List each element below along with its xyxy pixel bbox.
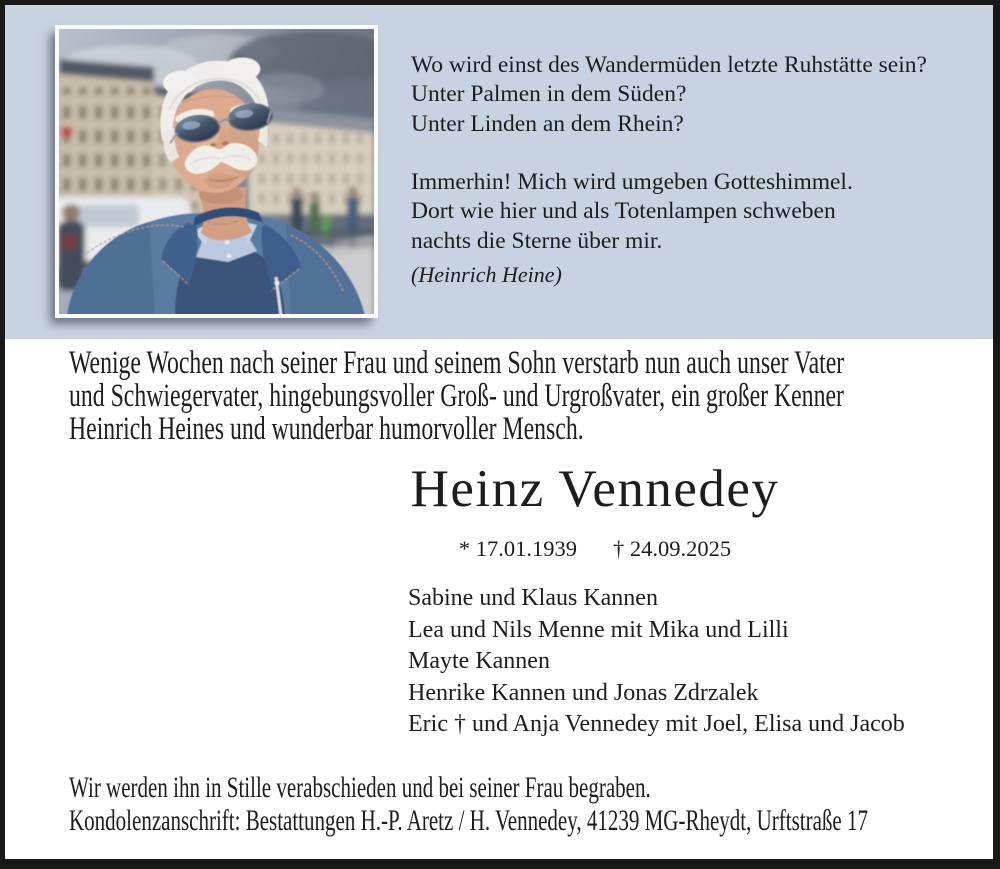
closing-line: Wir werden ihn in Stille verabschieden und bei seiner Frau begraben. bbox=[69, 771, 651, 804]
poem-line: nachts die Sterne über mir. bbox=[411, 227, 663, 254]
poem-line: Immerhin! Mich wird umgeben Gotteshimmel. bbox=[411, 169, 853, 195]
mourner-line: Henrike Kannen und Jonas Zdrzalek bbox=[408, 679, 759, 706]
deceased-name: Heinz Vennedey bbox=[410, 460, 780, 518]
intro-paragraph bbox=[69, 347, 1000, 446]
poem-line: Unter Palmen in dem Süden? bbox=[411, 81, 687, 108]
intro-line: Wenige Wochen nach seiner Frau und seinem Sohn verstarb nun auch unser Vater bbox=[69, 345, 845, 381]
life-dates bbox=[405, 538, 785, 561]
portrait-photo-frame bbox=[55, 25, 378, 318]
poem bbox=[411, 51, 927, 289]
mourner-line: Lea und Nils Menne mit Mika und Lilli bbox=[408, 616, 789, 643]
intro-line: Heinrich Heines und wunderbar humorvoller Mensch. bbox=[69, 411, 584, 447]
portrait-photo bbox=[59, 29, 374, 314]
birth-date: * 17.01.1939 bbox=[458, 536, 577, 561]
intro-line: und Schwiegervater, hingebungsvoller Groß- und Urgroßvater, ein großer Kenner bbox=[69, 378, 844, 414]
poem-line-blank bbox=[411, 139, 927, 168]
poem-line: Unter Linden an dem Rhein? bbox=[411, 110, 684, 137]
poem-line: Dort wie hier und als Totenlampen schweben bbox=[411, 198, 836, 225]
mourner-line: Eric † und Anja Vennedey mit Joel, Elisa und Jacob bbox=[408, 711, 905, 737]
poem-line: Wo wird einst des Wandermüden letzte Ruhstätte sein? bbox=[411, 52, 927, 78]
mourner-line: Mayte Kannen bbox=[408, 648, 550, 674]
poem-attribution: (Heinrich Heine) bbox=[411, 261, 562, 287]
death-date: † 24.09.2025 bbox=[613, 536, 732, 561]
condolence-address: Kondolenzanschrift: Bestattungen H.-P. Aretz / H. Vennedey, 41239 MG-Rheydt, Urftstraße 17 bbox=[69, 804, 869, 837]
memorial-header-panel bbox=[5, 5, 993, 339]
mourners-list bbox=[408, 583, 905, 741]
mourner-line: Sabine und Klaus Kannen bbox=[408, 585, 658, 611]
